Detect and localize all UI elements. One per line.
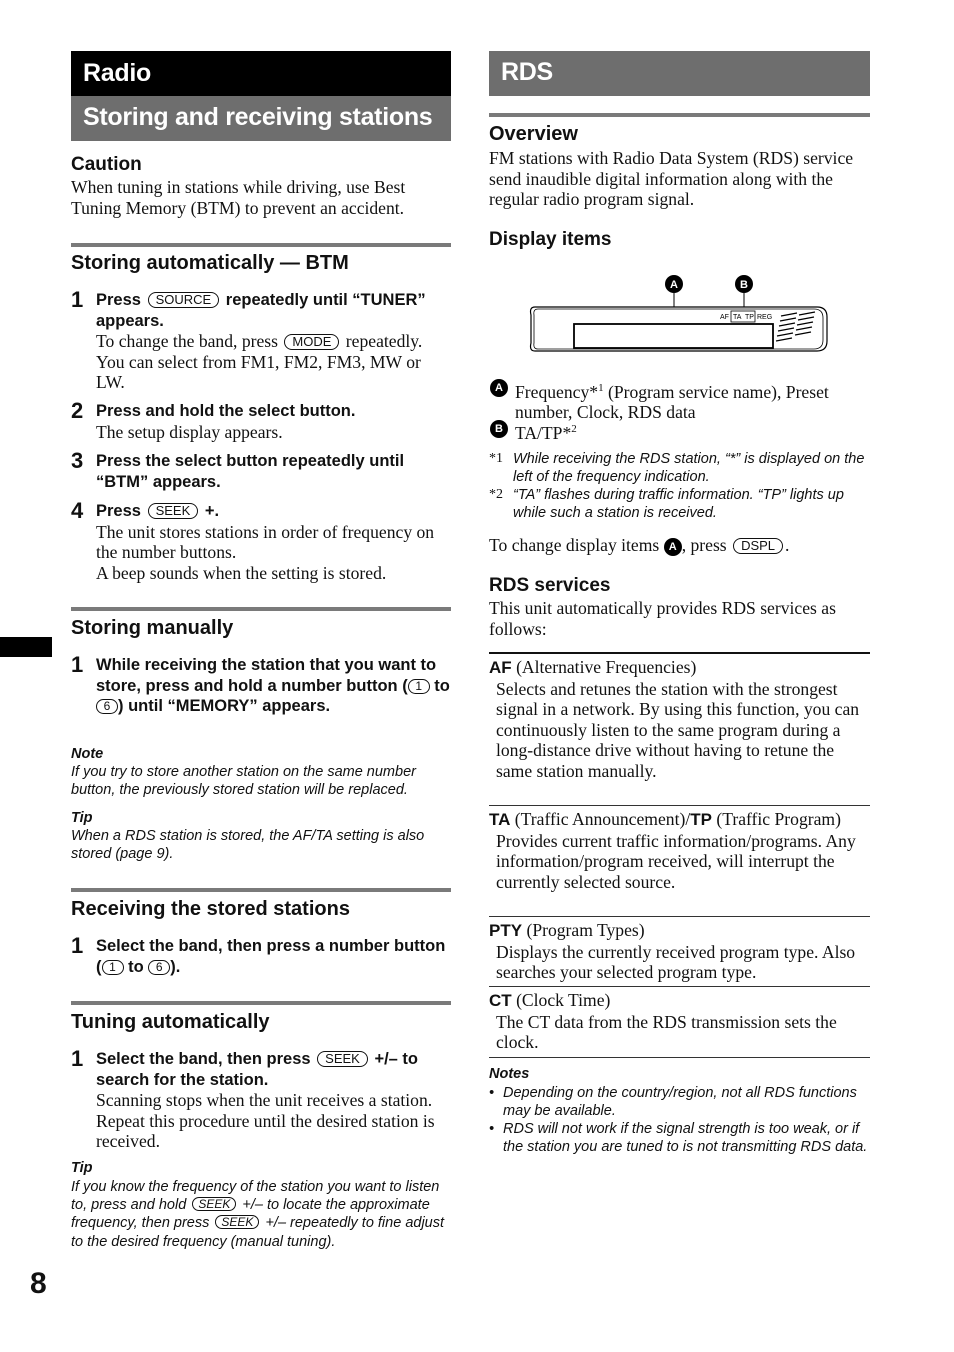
step-number: 1	[71, 933, 84, 958]
rds-services-intro: This unit automatically provides RDS services as follows:	[489, 598, 836, 639]
table-rule	[489, 652, 870, 654]
section-bar-radio: Radio	[71, 51, 451, 96]
note-item: • Depending on the country/region, not all RDS functions may be available.	[489, 1085, 857, 1120]
service-pty: PTY (Program Types) Displays the currently received program type. Also searches your selected program type.	[489, 920, 856, 983]
seek-key: SEEK	[148, 503, 199, 519]
page-number: 8	[30, 1267, 47, 1300]
step-title: Press SEEK +.	[96, 502, 220, 520]
step-body: To change the band, press MODE repeatedly. You can select from FM1, FM2, FM3, MW or LW.	[96, 331, 423, 393]
display-item-a: A Frequency*$^1$ (Program service name), Preset number, Clock, RDS data	[489, 378, 870, 423]
dspl-key: DSPL	[733, 538, 783, 554]
step-body: Scanning stops when the unit receives a station. Repeat this procedure until the desired station is received.	[96, 1090, 435, 1152]
section-rule	[489, 113, 870, 117]
section-rule	[71, 1001, 451, 1005]
tip-text: When a RDS station is stored, the AF/TA setting is also stored (page 9).	[71, 828, 425, 863]
source-key: SOURCE	[148, 292, 220, 308]
tip-label: Tip	[71, 810, 93, 826]
note-label: Note	[71, 746, 104, 762]
reg-indicator: REG	[757, 314, 773, 321]
section-bar-storing: Storing and receiving stations	[71, 96, 451, 141]
caution-heading: Caution	[71, 154, 142, 175]
section-bar-rds: RDS	[489, 51, 870, 96]
tip-text: If you know the frequency of the station you want to listen to, press and hold SEEK +/– to locate the approximate frequency, then press SEEK +/– repeatedly to fine adjust to the desired frequency (manual tuning).	[71, 1179, 445, 1250]
step-title: Press and hold the select button.	[96, 402, 356, 420]
seek-key: SEEK	[215, 1215, 259, 1229]
table-rule	[489, 986, 870, 987]
number-key-6: 6	[96, 699, 118, 714]
note-item: • RDS will not work if the signal strength is too weak, or if the station you are tuned to is not transmitting RDS data.	[489, 1121, 868, 1156]
manual-step-1	[71, 652, 451, 717]
section-rule	[71, 243, 451, 247]
step-number: 1	[71, 652, 84, 677]
number-key-1: 1	[408, 679, 430, 694]
caution-text: When tuning in stations while driving, use Best Tuning Memory (BTM) to prevent an accident.	[71, 177, 406, 218]
section-rule	[71, 888, 451, 892]
side-tab-marker	[0, 637, 52, 657]
step-number: 4	[71, 498, 84, 523]
marker-b: B	[490, 420, 508, 438]
btm-step-3	[71, 448, 451, 492]
btm-step-1	[71, 287, 451, 393]
btm-step-4	[71, 498, 451, 583]
step-body: The unit stores stations in order of frequency on the number buttons.	[96, 521, 435, 563]
step-body: The setup display appears.	[96, 421, 283, 442]
mode-key: MODE	[284, 334, 339, 350]
overview-heading: Overview	[489, 123, 578, 145]
tuning-step-1	[71, 1046, 451, 1152]
step-number: 2	[71, 398, 84, 423]
seek-key: SEEK	[317, 1051, 368, 1067]
number-key-1: 1	[102, 960, 124, 975]
step-title: Press the select button repeatedly until “BTM” appears.	[96, 452, 405, 491]
step-number: 1	[71, 287, 84, 312]
notes-label: Notes	[489, 1066, 530, 1082]
callout-b-label: B	[740, 279, 748, 291]
marker-a: A	[664, 538, 682, 556]
change-display-text: To change display items A , press DSPL .	[489, 535, 790, 555]
service-af: AF (Alternative Frequencies) Selects and retunes the station with the strongest signal in a network. By using this function, you can continuously listen to the same program during a long-distance drive without having to retune the same station manually.	[489, 657, 860, 781]
tuning-heading: Tuning automatically	[71, 1011, 270, 1033]
receive-step-1	[71, 933, 451, 977]
step-body: A beep sounds when the setting is stored.	[96, 562, 387, 583]
number-key-6: 6	[148, 960, 170, 975]
step-title: Press SOURCE repeatedly until “TUNER” appears.	[96, 291, 426, 330]
marker-a: A	[490, 379, 508, 397]
table-rule	[489, 916, 870, 917]
tip-label: Tip	[71, 1160, 93, 1176]
display-diagram	[529, 273, 829, 355]
step-title: While receiving the station that you want to store, press and hold a number button ( 1 to 6 ) until “MEMORY” appears.	[96, 656, 450, 716]
step-number: 1	[71, 1046, 84, 1071]
footnote-2: *2 “TA” flashes during traffic information. “TP” lights up while such a station is received.	[489, 487, 844, 522]
step-title: Select the band, then press a number button ( 1 to 6 ).	[96, 937, 446, 976]
btm-heading: Storing automatically — BTM	[71, 252, 349, 274]
footnote-1: *1 While receiving the RDS station, “*” is displayed on the left of the frequency indication.	[489, 451, 865, 486]
display-items-heading: Display items	[489, 229, 612, 250]
rds-services-heading: RDS services	[489, 575, 611, 596]
display-item-b: B TA/TP*$^2$	[489, 419, 870, 443]
callout-a-label: A	[670, 279, 678, 291]
ta-indicator: TA	[733, 314, 742, 321]
step-title: Select the band, then press SEEK +/– to search for the station.	[96, 1050, 418, 1089]
receive-heading: Receiving the stored stations	[71, 898, 350, 920]
tp-indicator: TP	[745, 314, 754, 321]
btm-step-2	[71, 398, 451, 442]
af-indicator: AF	[720, 314, 729, 321]
table-rule	[489, 805, 870, 806]
manual-heading: Storing manually	[71, 617, 234, 639]
note-text: If you try to store another station on the same number button, the previously stored station will be replaced.	[71, 764, 416, 799]
service-ta-tp: TA (Traffic Announcement)/TP (Traffic Program) Provides current traffic information/programs. Any information/program received, will interrupt the currently selected source.	[489, 809, 856, 892]
overview-text: FM stations with Radio Data System (RDS) service send inaudible digital information along with the regular radio program signal.	[489, 148, 854, 210]
callout-b	[735, 275, 753, 311]
table-rule	[489, 1057, 870, 1058]
section-rule	[71, 607, 451, 611]
step-number: 3	[71, 448, 84, 473]
service-ct: CT (Clock Time) The CT data from the RDS transmission sets the clock.	[489, 990, 837, 1053]
seek-key: SEEK	[192, 1197, 236, 1211]
